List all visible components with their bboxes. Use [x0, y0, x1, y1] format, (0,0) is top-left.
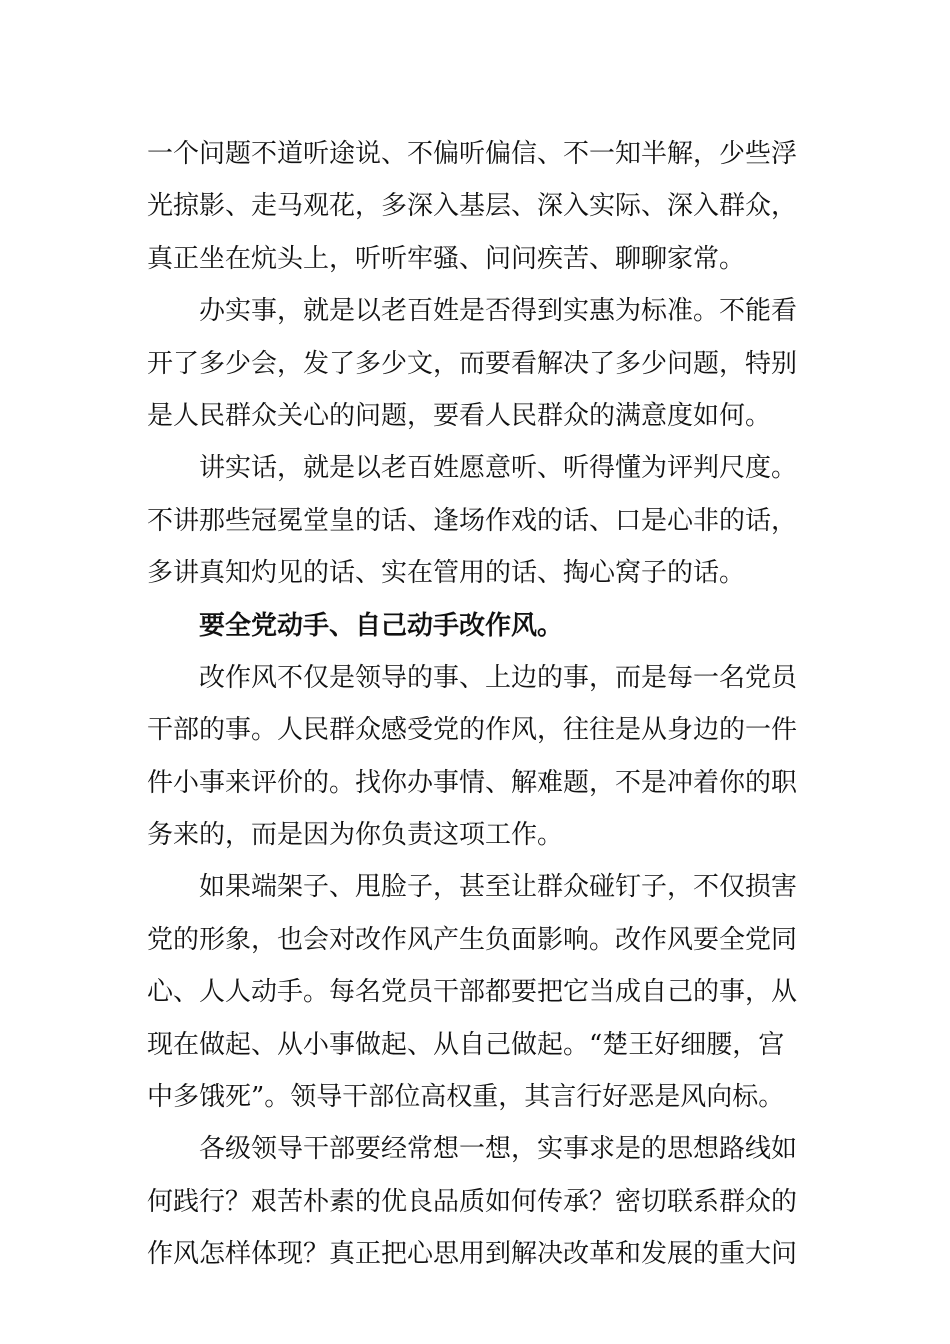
text-line: 党的形象，也会对改作风产生负面影响。改作风要全党同	[147, 924, 798, 955]
text-line: 开了多少会，发了多少文，而要看解决了多少问题，特别	[147, 348, 798, 379]
paragraph-first-line: 讲实话，就是以老百姓愿意听、听得懂为评判尺度。	[199, 453, 798, 484]
text-line: 务来的，而是因为你负责这项工作。	[147, 820, 564, 851]
text-line: 何践行？艰苦朴素的优良品质如何传承？密切联系群众的	[147, 1186, 798, 1217]
text-line: 现在做起、从小事做起、从自己做起。“楚王好细腰，宫	[147, 1029, 785, 1060]
text-line: 光掠影、走马观花，多深入基层、深入实际、深入群众，	[147, 191, 798, 222]
text-line: 作风怎样体现？真正把心思用到解决改革和发展的重大问	[147, 1239, 798, 1270]
text-line: 件小事来评价的。找你办事情、解难题，不是冲着你的职	[147, 767, 798, 798]
paragraph-first-line: 改作风不仅是领导的事、上边的事，而是每一名党员	[199, 662, 798, 693]
text-line: 中多饿死”。领导干部位高权重，其言行好恶是风向标。	[147, 1082, 785, 1113]
text-line: 干部的事。人民群众感受党的作风，往往是从身边的一件	[147, 715, 798, 746]
text-line: 是人民群众关心的问题，要看人民群众的满意度如何。	[147, 400, 772, 431]
text-line: 不讲那些冠冕堂皇的话、逢场作戏的话、口是心非的话，	[147, 505, 798, 536]
text-line: 一个问题不道听途说、不偏听偏信、不一知半解，少些浮	[147, 139, 798, 169]
document-body	[147, 128, 807, 1281]
paragraph-first-line: 各级领导干部要经常想一想，实事求是的思想路线如	[199, 1134, 798, 1165]
text-line: 多讲真知灼见的话、实在管用的话、掏心窝子的话。	[147, 558, 746, 589]
section-heading: 要全党动手、自己动手改作风。	[199, 610, 564, 641]
text-line: 心、人人动手。每名党员干部都要把它当成自己的事，从	[147, 977, 798, 1008]
paragraph-first-line: 办实事，就是以老百姓是否得到实惠为标准。不能看	[199, 296, 798, 327]
paragraph-first-line: 如果端架子、甩脸子，甚至让群众碰钉子，不仅损害	[199, 872, 798, 903]
text-line: 真正坐在炕头上，听听牢骚、问问疾苦、聊聊家常。	[147, 243, 746, 274]
